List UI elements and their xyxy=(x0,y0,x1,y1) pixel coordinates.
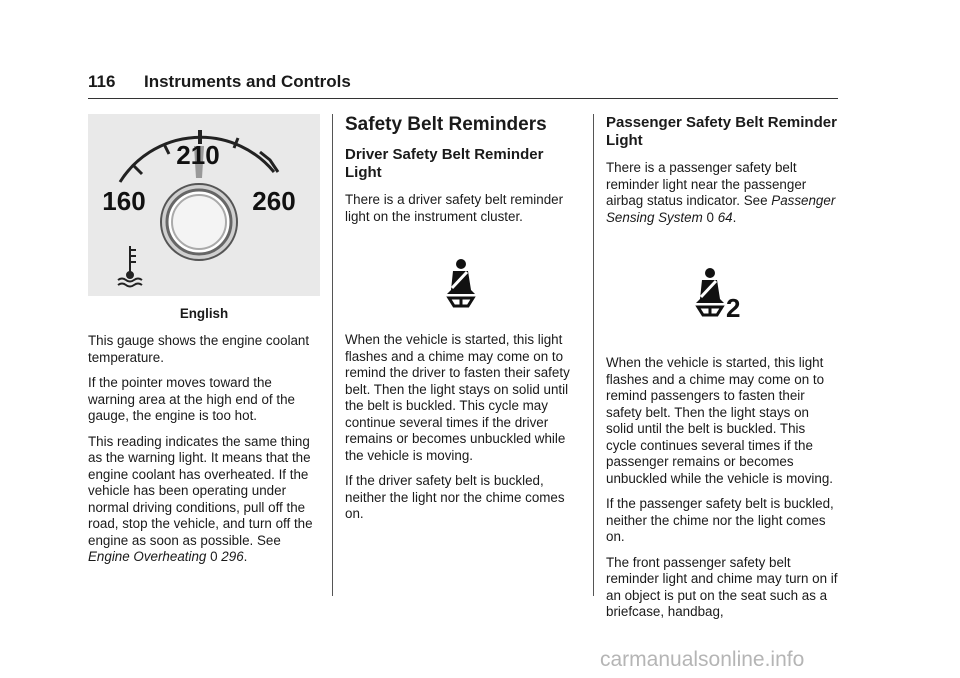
seatbelt-icon xyxy=(441,258,481,308)
section-heading: Safety Belt Reminders xyxy=(345,114,547,135)
page-ref-arrow: 0 xyxy=(706,209,714,225)
section-title: Instruments and Controls xyxy=(144,72,351,91)
gauge-mid-label: 210 xyxy=(176,140,220,170)
paragraph-text: There is a passenger safety belt reminder light near the passenger airbag status indicator. See xyxy=(606,160,807,208)
passenger-belt-icon-wrap xyxy=(606,235,838,355)
period: . xyxy=(732,209,737,225)
column-1 xyxy=(88,114,320,575)
page-ref-arrow: 0 xyxy=(210,549,218,564)
subsection-heading: Passenger Safety Belt Reminder Light xyxy=(606,114,837,149)
passenger-seatbelt-icon xyxy=(690,267,754,323)
paragraph: If the passenger safety belt is buckled, neither the chime nor the light comes on. xyxy=(606,496,834,544)
paragraph xyxy=(88,434,320,566)
coolant-temp-icon xyxy=(118,246,142,287)
paragraph xyxy=(606,160,838,226)
column-3 xyxy=(606,114,838,630)
paragraph: There is a driver safety belt reminder light on the instrument cluster. xyxy=(345,192,564,224)
gauge-knob xyxy=(172,195,226,249)
gauge-caption: English xyxy=(179,306,229,321)
watermark: carmanualsonline.info xyxy=(600,648,805,671)
column-divider xyxy=(332,114,333,596)
engine-overheating-link[interactable]: Engine Overheating xyxy=(88,549,207,564)
passenger-number: 2 xyxy=(726,293,741,323)
column-2 xyxy=(345,114,577,532)
passenger-sensing-link[interactable]: Passenger Sensing System xyxy=(606,193,836,225)
period: . xyxy=(243,549,248,564)
gauge-tick xyxy=(234,138,238,148)
driver-belt-icon-wrap xyxy=(345,234,577,332)
gauge-tick xyxy=(134,166,142,174)
page-number: 116 xyxy=(88,72,116,91)
gauge-tick xyxy=(164,144,169,154)
coolant-gauge-image xyxy=(88,114,320,296)
paragraph: The front passenger safety belt reminder light and chime may turn on if an object is put on the seat such as a briefcase, handbag, xyxy=(606,554,838,619)
gauge-high-label: 260 xyxy=(252,186,296,216)
coolant-gauge-svg xyxy=(88,114,320,296)
paragraph: This gauge shows the engine coolant temperature. xyxy=(88,333,310,365)
paragraph: If the driver safety belt is buckled, neither the light nor the chime comes on. xyxy=(345,473,565,521)
page-ref[interactable]: 64 xyxy=(717,209,733,225)
gauge-low-label: 160 xyxy=(102,186,146,216)
subsection-heading: Driver Safety Belt Reminder Light xyxy=(345,146,544,181)
paragraph: When the vehicle is started, this light flashes and a chime may come on to remind passengers to fasten their safety belt. Then the light stays on solid until the belt is buckled. This cycle continues several times if the passenger remains or becomes unbuckled while the vehicle is moving. xyxy=(606,355,834,486)
page-ref[interactable]: 296 xyxy=(221,549,244,564)
column-divider xyxy=(593,114,594,596)
paragraph-text: This reading indicates the same thing as the warning light. It means that the engine coolant has overheated. If the vehicle has been operating under normal driving conditions, pull off the road, stop the vehicle, and turn off the engine as soon as possible. See xyxy=(88,433,313,548)
paragraph: If the pointer moves toward the warning area at the high end of the gauge, the engine is too hot. xyxy=(88,375,295,423)
page-header xyxy=(88,72,838,99)
paragraph: When the vehicle is started, this light flashes and a chime may come on to remind the driver to fasten their safety belt. Then the light stays on solid until the belt is buckled. This cycle may continue several times if the driver remains or becomes unbuckled while the vehicle is moving. xyxy=(345,332,570,463)
